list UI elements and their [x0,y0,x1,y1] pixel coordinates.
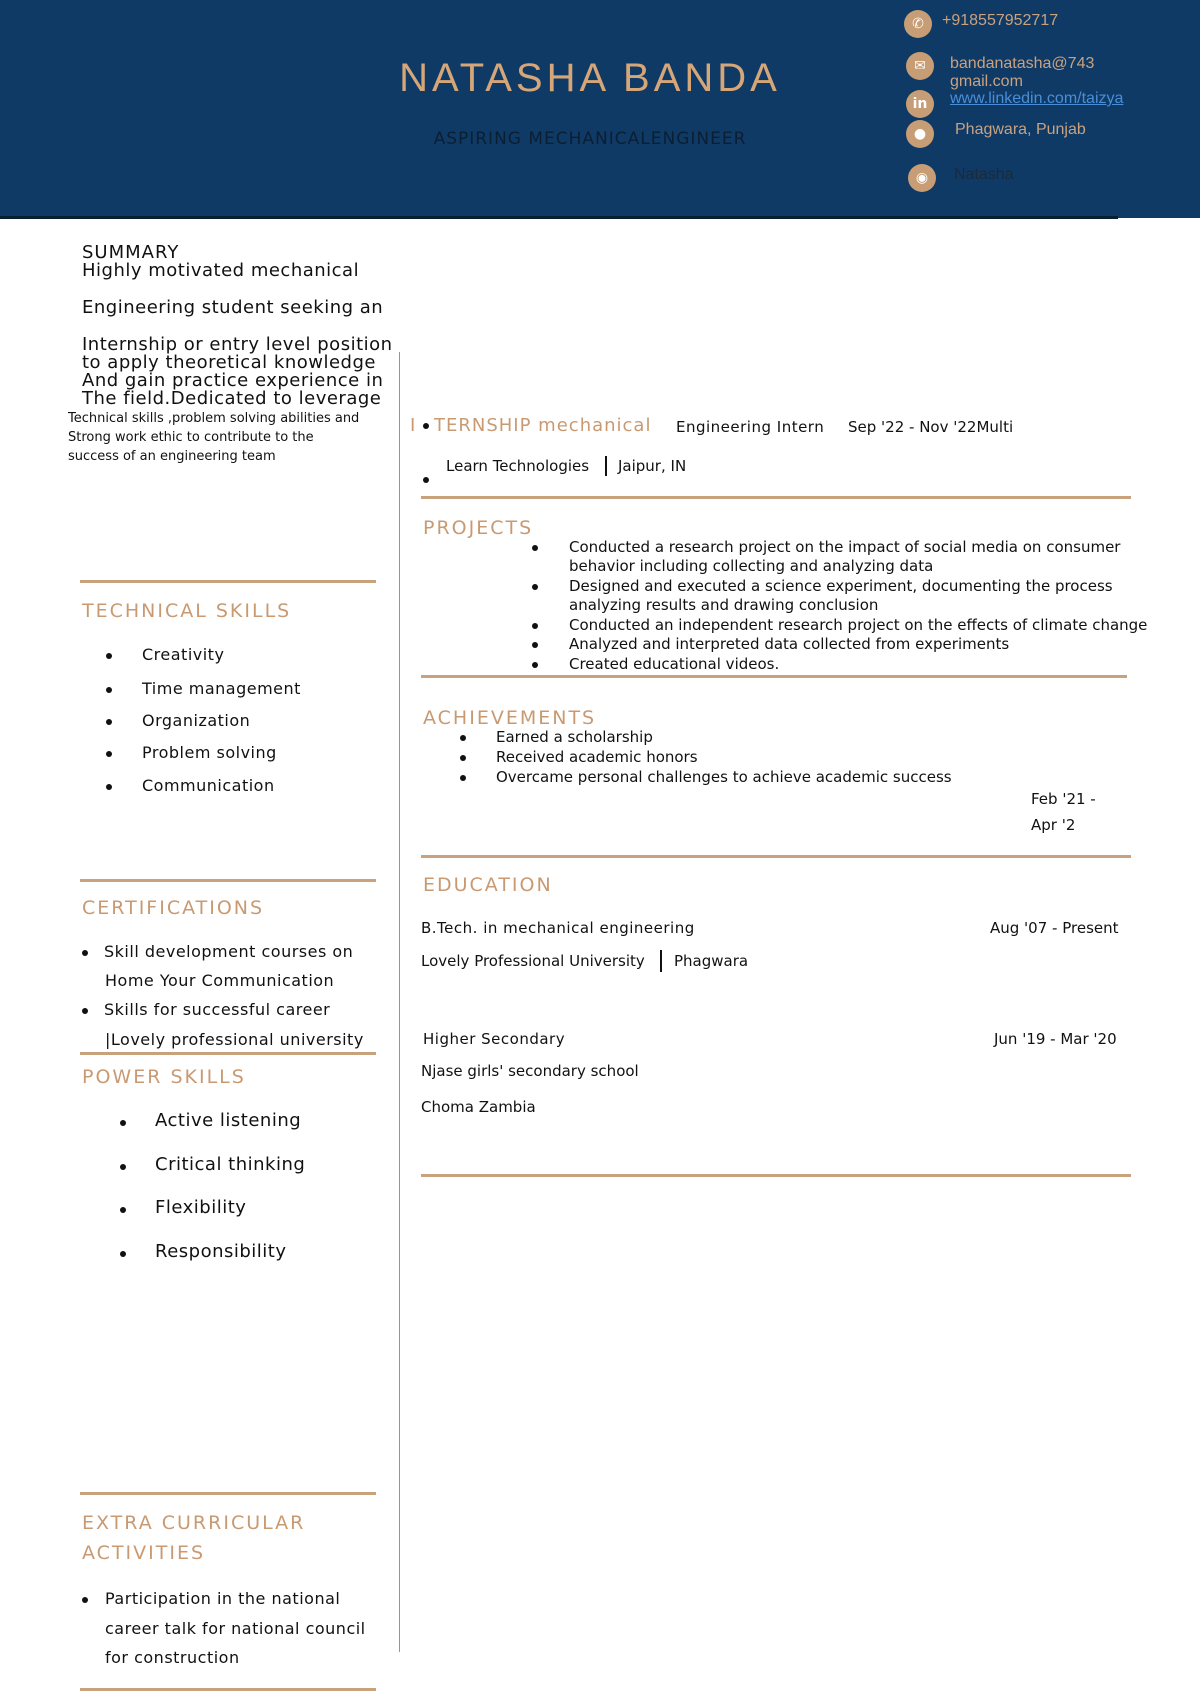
internship-title-initial: I [410,415,417,436]
bullet [532,584,538,590]
bullet [460,735,466,741]
bullet [460,775,466,781]
summary-line: Highly motivated mechanical [82,260,360,281]
contact-email-line1[interactable]: bandanatasha@743 [950,55,1095,72]
contact-linkedin-link[interactable]: www.linkedin.com/taizya [950,90,1124,107]
section-rule [80,879,376,882]
bullet [532,545,538,551]
linkedin-icon: in [906,90,934,118]
achievement-date: Feb '21 - [1031,790,1096,808]
bullet [532,642,538,648]
certification-item: Skills for successful career [104,1000,331,1019]
education-degree: Higher Secondary [423,1030,566,1048]
power-skill-item: Critical thinking [155,1154,306,1175]
summary-line: Internship or entry level position [82,334,393,355]
bullet [106,687,112,693]
extra-curricular-title: ACTIVITIES [82,1542,206,1564]
technical-skill-item: Organization [142,711,251,730]
education-school: Lovely Professional University [421,952,645,970]
internship-role: Engineering Intern [676,418,825,436]
extra-curricular-line: for construction [105,1648,240,1667]
achievement-item: Earned a scholarship [496,728,653,746]
projects-title: PROJECTS [423,517,534,539]
education-dates: Jun '19 - Mar '20 [994,1030,1117,1048]
power-skill-item: Active listening [155,1110,302,1131]
section-rule [421,496,1131,499]
contact-email-line2[interactable]: gmail.com [950,73,1023,90]
summary-title: SUMMARY [82,242,180,263]
achievement-date: Apr '2 [1031,816,1076,834]
bullet [82,1008,88,1014]
contact-phone[interactable]: +918557952717 [942,12,1059,29]
project-item: behavior including collecting and analyzing data [569,557,934,575]
power-skill-item: Flexibility [155,1197,247,1218]
contact-location: Phagwara, Punjab [955,121,1086,138]
education-place: Choma Zambia [421,1098,536,1116]
bullet [460,755,466,761]
summary-line: The field.Dedicated to leverage [82,388,382,409]
section-rule [80,1052,376,1055]
education-place: Phagwara [674,952,749,970]
education-degree: B.Tech. in mechanical engineering [421,919,695,937]
bullet [423,423,429,429]
separator [605,456,607,476]
technical-skill-item: Creativity [142,645,225,664]
internship-company: Learn Technologies [446,457,590,475]
section-rule [421,855,1131,858]
project-item: analyzing results and drawing conclusion [569,596,879,614]
separator [660,950,662,972]
summary-line: And gain practice experience in [82,370,384,391]
internship-location: Jaipur, IN [618,457,687,475]
education-dates: Aug '07 - Present [990,919,1119,937]
internship-title: TERNSHIP mechanical [434,415,652,436]
candidate-name: NATASHA BANDA [399,56,781,100]
technical-skill-item: Time management [142,679,301,698]
candidate-role: ASPIRING MECHANICALENGINEER [433,129,747,149]
bullet [106,751,112,757]
bullet [106,784,112,790]
certification-item: Skill development courses on [104,942,354,961]
location-pin-icon: ● [906,120,934,148]
header-banner [0,0,1200,218]
education-school: Njase girls' secondary school [421,1062,639,1080]
section-rule [80,580,376,583]
summary-line: Strong work ethic to contribute to the [68,430,314,445]
bullet [120,1207,126,1213]
project-item: Conducted an independent research project on the effects of climate change [569,616,1148,634]
section-rule [80,1688,376,1691]
bullet [120,1120,126,1126]
summary-line: success of an engineering team [68,449,276,464]
bullet [120,1251,126,1257]
section-rule [80,1492,376,1495]
extra-curricular-line: Participation in the national [105,1589,341,1608]
technical-skill-item: Communication [142,776,275,795]
email-icon: ✉ [906,52,934,80]
bullet [532,662,538,668]
project-item: Created educational videos. [569,655,780,673]
bullet [82,1597,88,1603]
github-icon: ◉ [908,164,936,192]
bullet [120,1164,126,1170]
education-title: EDUCATION [423,874,553,896]
column-divider [399,352,400,1652]
header-divider [0,216,1118,219]
bullet [532,623,538,629]
achievement-item: Received academic honors [496,748,698,766]
bullet [423,477,429,483]
bullet [106,719,112,725]
power-skill-item: Responsibility [155,1241,287,1262]
certification-item: Home Your Communication [105,971,335,990]
project-item: Analyzed and interpreted data collected from experiments [569,635,1010,653]
phone-icon: ✆ [904,10,932,38]
project-item: Conducted a research project on the impact of social media on consumer [569,538,1121,556]
summary-line: Engineering student seeking an [82,297,384,318]
contact-github[interactable]: Natasha [954,166,1014,183]
project-item: Designed and executed a science experiment, documenting the process [569,577,1113,595]
extra-curricular-line: career talk for national council [105,1619,366,1638]
bullet [82,950,88,956]
section-rule [421,675,1127,678]
internship-dates: Sep '22 - Nov '22Multi [848,418,1014,436]
certifications-title: CERTIFICATIONS [82,897,265,919]
technical-skill-item: Problem solving [142,743,277,762]
bullet [106,653,112,659]
certification-item: |Lovely professional university [105,1030,364,1049]
summary-line: Technical skills ,problem solving abilities and [68,411,360,426]
section-rule [421,1174,1131,1177]
achievement-item: Overcame personal challenges to achieve academic success [496,768,952,786]
technical-skills-title: TECHNICAL SKILLS [82,600,292,622]
achievements-title: ACHIEVEMENTS [423,707,597,729]
power-skills-title: POWER SKILLS [82,1066,246,1088]
extra-curricular-title: EXTRA CURRICULAR [82,1512,306,1534]
summary-line: to apply theoretical knowledge [82,352,376,373]
